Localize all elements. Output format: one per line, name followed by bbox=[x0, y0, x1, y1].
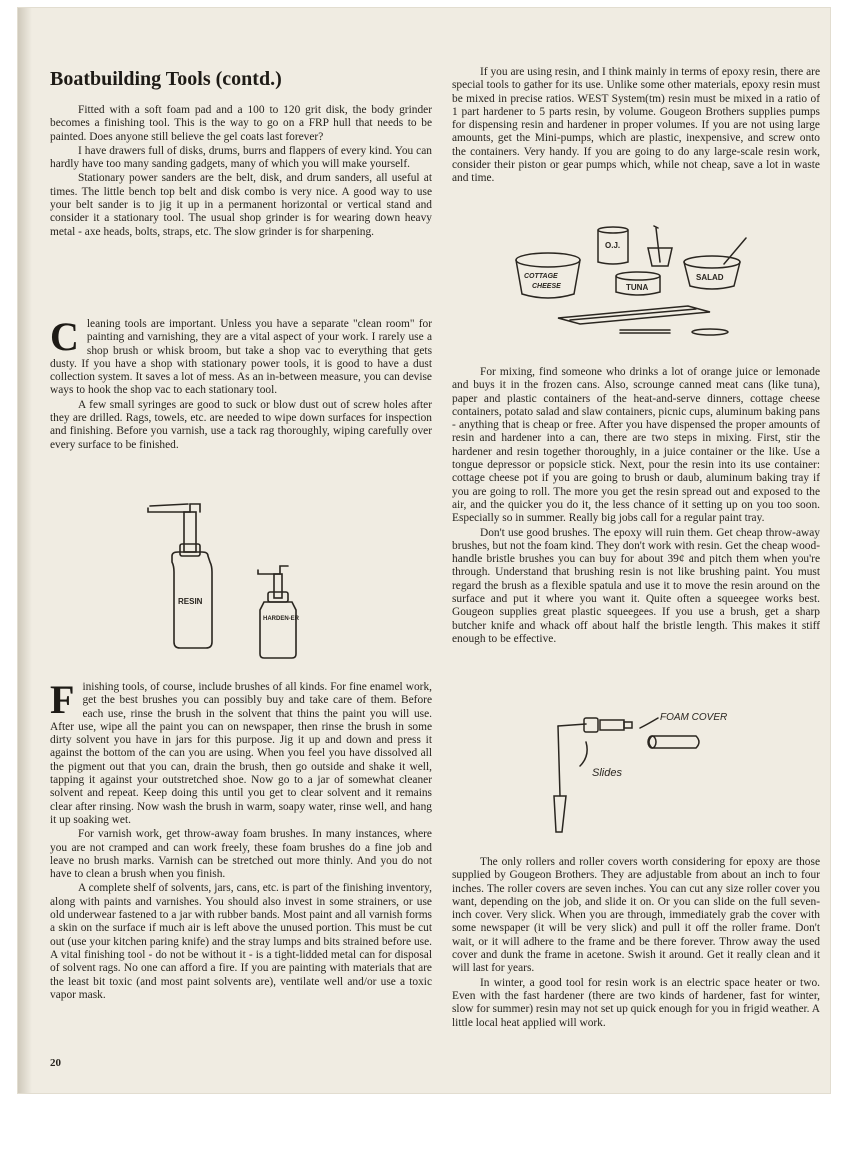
drop-cap: C bbox=[50, 314, 79, 359]
paragraph bbox=[50, 314, 432, 398]
drop-cap: F bbox=[50, 677, 75, 722]
resin-section bbox=[452, 66, 820, 187]
page-number: 20 bbox=[50, 1057, 61, 1069]
resin-pumps-illustration bbox=[140, 492, 330, 664]
hardener-pump-stem bbox=[274, 574, 282, 598]
paragraph: For varnish work, get throw-away foam brushes. In many instances, where you are not cramped and can work freely, these foam brushes do a fine job and leave no brush marks. Varnish can be stretched out more thinly. And you do not have to clean a brush when you finish. bbox=[50, 828, 432, 881]
cottage-label-2: CHEESE bbox=[532, 283, 561, 290]
hardener-bottle bbox=[260, 602, 296, 658]
paragraph: Don't use good brushes. The epoxy will ruin them. Get cheap throw-away brushes, but not the foam kind. They don't work with resin. Get the cheap wood-handle bristle brushes you can buy for about 39¢ and pitch them when you're through. Understand that brushing resin is not like brushing paint. You must regard the brush as a flexible spatula and use it to move the resin around on the surface and put it where you want it. Quite often a squeegee works best. Gougeon supplies great plastic squeegees. If you use a brush, get a sharp butcher knife and whack off about half the bristle length. This makes it stiff enough to be effective. bbox=[452, 526, 820, 645]
tuna-can-rim bbox=[616, 272, 660, 280]
cleaning-section bbox=[50, 314, 432, 453]
roller-handle-grip bbox=[554, 796, 566, 832]
paragraph: A complete shelf of solvents, jars, cans, etc. is part of the finishing inventory, along with paints and varnishes. You should also invest in some strainers, or use old underwear fastened to a jar with rubber bands. Most paint and all varnish forms a skin on the surface if much air is left above the unused portion. This must be cut out (use your kitchen paring knife) and the stray lumps and bits strained before use. A vital finishing tool - do not be without it - is a tight-lidded metal can for disposal of solvent rags. No one can afford a fire. If you are painting with materials that are the least bit toxic (and most paint solvents are), ventilate well and/or use a toxic vapor mask. bbox=[50, 882, 432, 1001]
paragraph: Stationary power sanders are the belt, disk, and drum sanders, all useful at times. The little bench top belt and disk combo is very nice. A good way to use your belt sander is to jig it up in a permanent horizontal or vertical stand and consider it a stationary tool. The usual shop grinder is for wearing down heavy metal - axe heads, bolts, straps, etc. The slow grinder is for sharpening. bbox=[50, 172, 432, 238]
hardener-label: HARDEN-ER bbox=[263, 616, 299, 622]
salad-container-rim bbox=[684, 256, 740, 268]
roller-end-cap bbox=[624, 722, 632, 728]
paragraph: For mixing, find someone who drinks a lot of orange juice or lemonade and buys it in the frozen cans. Also, scrounge canned meat cans (like tuna), paper and plastic containers of the heat-and-serve dinners, cottage cheese containers, potato salad and slaw containers, picnic cups, aluminum baking pans - anything that is cheap or free. After you have dispensed the proper amounts of resin and hardener into a can, there are two steps in mixing. First, stir the hardener and resin together thoroughly, in a juice container or the like. Use a tongue depressor or popsicle stick. Next, pour the resin into its use container: cottage cheese pot if you are going to brush or daub, aluminum baking tray if you are going to roll. The more you get the resin spread out and exposed to the air, and the quicker you do it, the less chance of it setting up on you too soon. Especially so in summer. Really big jobs call for a regular paint tray. bbox=[452, 366, 820, 525]
roller-frame-illustration bbox=[540, 706, 740, 836]
resin-label: RESIN bbox=[178, 597, 203, 606]
roller-slide-clip bbox=[584, 718, 598, 732]
roller-handle-rod bbox=[558, 726, 560, 796]
hardener-pump-cap bbox=[268, 592, 288, 602]
intro-section bbox=[50, 104, 432, 240]
mixing-section bbox=[452, 366, 820, 647]
cottage-label-1: COTTAGE bbox=[524, 273, 558, 280]
slides-label: Slides bbox=[592, 767, 622, 779]
tuna-label: TUNA bbox=[626, 283, 649, 292]
foam-cover-label: FOAM COVER bbox=[660, 712, 728, 723]
paragraph-text: leaning tools are important. Unless you have a separate "clean room" for painting and varnishing, they are a vital aspect of your work. I rarely use a shop brush or whisk broom, but take a shop vac to everything that gets dusty. If you have a shop with stationary power tools, it is good to have a dust collection system. It saves a lot of mess. As an in-between measure, you can devise ways to hook the shop vac to each stationary tool. bbox=[50, 318, 432, 397]
paragraph: I have drawers full of disks, drums, burrs and flappers of every kind. You can hardly have too many sanding gadgets, many of which you will make yourself. bbox=[50, 144, 432, 171]
paragraph: The only rollers and roller covers worth considering for epoxy are those supplied by Gougeon Brothers. They are adjustable from about an inch to four inches. The roller covers are seven inches. You can cut any size roller cover you want, depending on the job, and slide it on. Or you can slide on the full seven-inch cover. Very slick. When you are through, immediately grab the cover with some newspaper (it will be very slick) and pull it off the roller frame. Don't wait, or it will adhere to the frame and be there forever. Throw away the used cover and dunk the frame in acetone. Swish it around. Get it really clean and it will last for years. bbox=[452, 856, 820, 975]
oj-label: O.J. bbox=[605, 241, 621, 250]
cottage-cheese-rim bbox=[516, 253, 580, 267]
article-title: Boatbuilding Tools (contd.) bbox=[50, 68, 282, 90]
slides-arrow bbox=[580, 742, 587, 766]
mixing-containers-illustration bbox=[510, 222, 760, 340]
paragraph: If you are using resin, and I think mainly in terms of epoxy resin, there are special tools to gather for its use. Unlike some other materials, epoxy resin must be mixed in precise ratios. WEST System(tm) resin must be mixed in a ratio of 1 part hardener to 5 parts resin, by volume. Gougeon Brothers supplies pumps for dispensing resin and hardener in proper volumes. If you are not using large amounts, get the Mini-pumps, which are plastic, inexpensive, and screw onto the containers. Very handy. If you are going to do any large-scale resin work, consider their piston or gear pumps which, while not cheap, save a lot in waste and time. bbox=[452, 66, 820, 185]
paragraph: A few small syringes are good to suck or blow dust out of screw holes after they are drilled. Rags, towels, etc. are needed to wipe down surfaces for inspection and finishing. Before you varnish, use a tack rag thoroughly, wiping carefully over every surface to be finished. bbox=[50, 398, 432, 451]
resin-pump-stem bbox=[184, 512, 196, 552]
finishing-section bbox=[50, 677, 432, 1003]
resin-pump-cap bbox=[180, 544, 200, 556]
page-spine-shadow bbox=[18, 8, 32, 1093]
stir-stick bbox=[656, 228, 660, 262]
roller-axle bbox=[558, 724, 586, 726]
tongue-depressor bbox=[692, 329, 728, 335]
rollers-section bbox=[452, 856, 820, 1031]
salad-label: SALAD bbox=[696, 273, 724, 282]
paragraph: Fitted with a soft foam pad and a 100 to 120 grit disk, the body grinder becomes a finishing tool. This is the way to go on a FRP hull that needs to be painted. Does anyone still believe the gel coats last forever? bbox=[50, 104, 432, 143]
foam-cover-arrow bbox=[640, 718, 658, 728]
oj-can-rim bbox=[598, 227, 628, 233]
salad-spoon bbox=[724, 238, 746, 264]
hardener-pump-spout bbox=[258, 566, 288, 574]
paragraph bbox=[50, 677, 432, 827]
roller-core bbox=[600, 720, 624, 730]
paragraph: In winter, a good tool for resin work is an electric space heater or two. Even with the fast hardener (there are two kinds of hardener, fast for winter, slow for summer) resin may not set up quick enough for you in frigid weather. A little local heat applied will work. bbox=[452, 976, 820, 1029]
paragraph-text: inishing tools, of course, include brushes of all kinds. For fine enamel work, get the best brushes you can possibly buy and take care of them. Before each use, rinse the brush in the solvent that thins the paint you will use. After use, wipe all the paint you can on newspaper, then rinse the brush in some dirty solvent you have in jars for this purpose. Jig it up and down and press it against the bottom of the can you are using. When you feel you have dissolved all the pigment out that you can, drain the brush, then go outside and shake it well, tapping it against your outstretched shoe. Now go to a jar of somewhat cleaner solvent and repeat. Keep doing this until you get to clear solvent and it remains clear after rinsing. Now wash the brush in warm, soapy water, rinse well, and hang it up soaking wet. bbox=[50, 681, 432, 826]
